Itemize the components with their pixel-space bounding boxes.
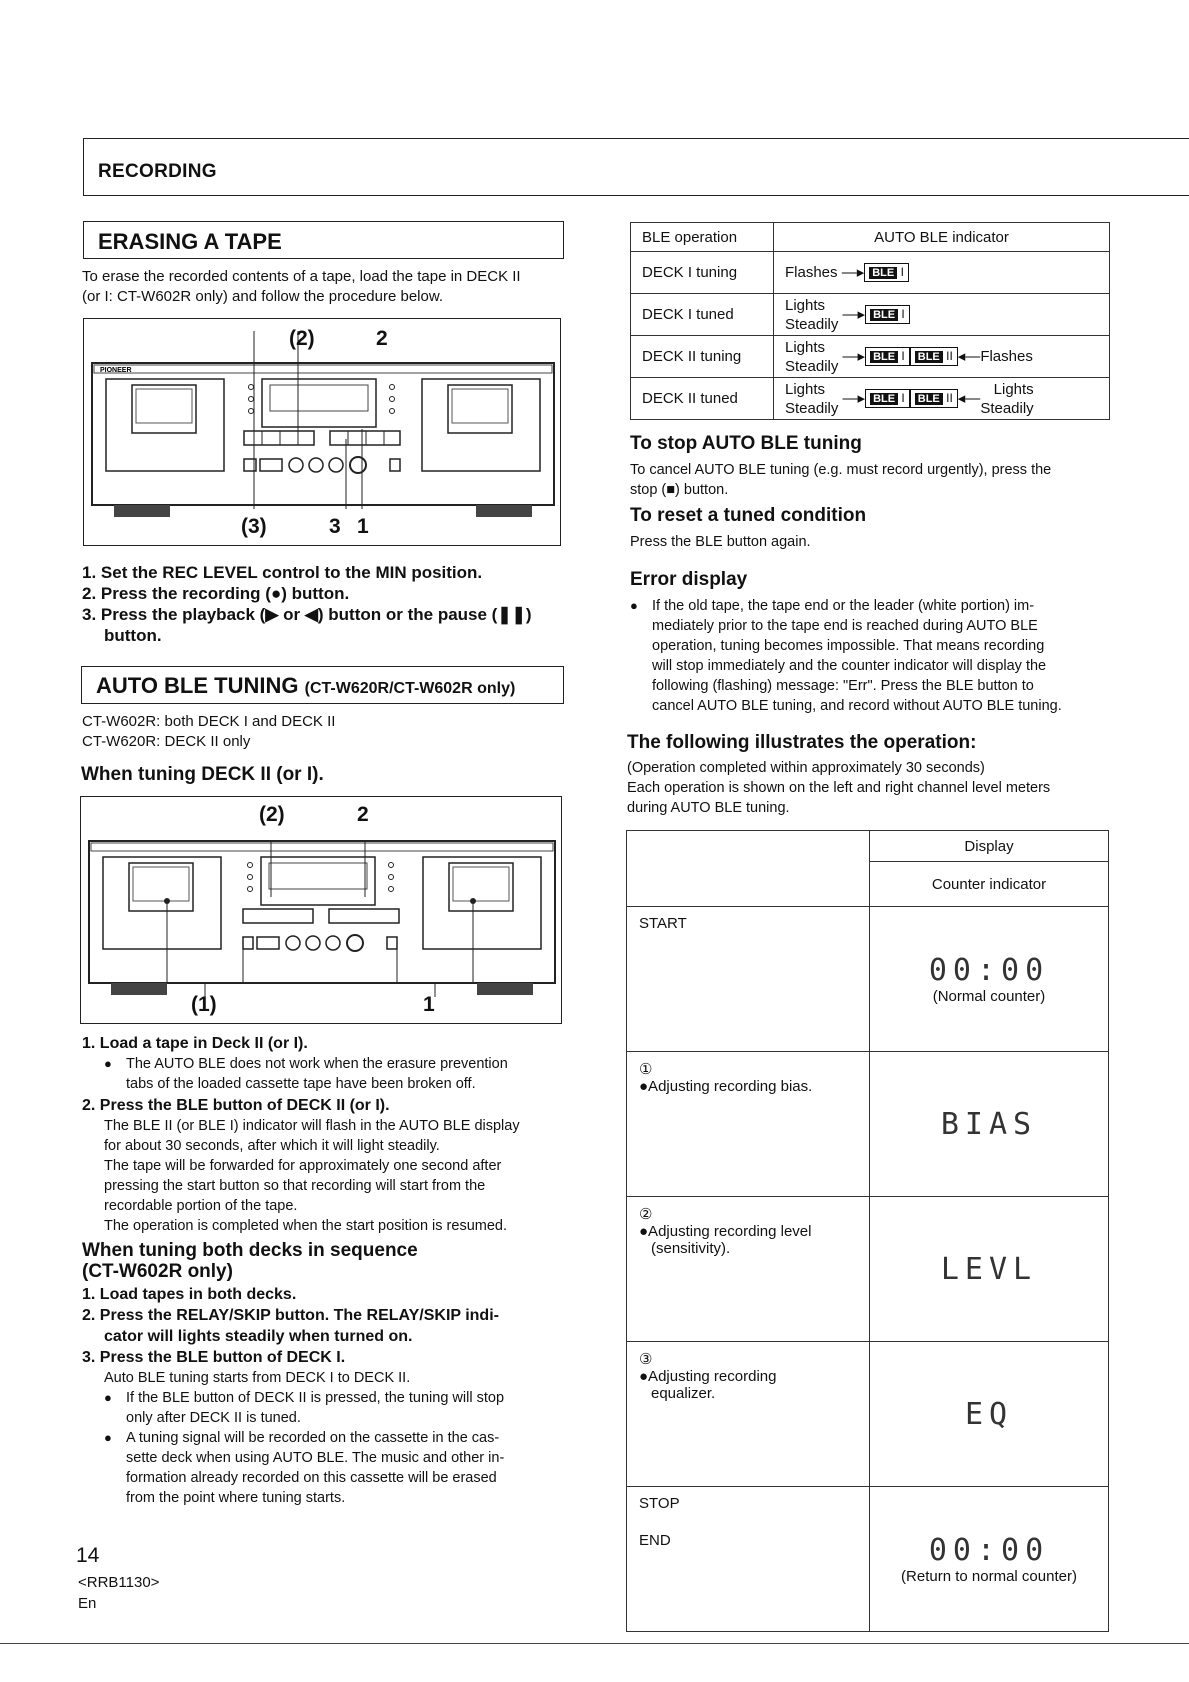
operation-text: (Operation completed within approximately 30 seconds) Each operation is shown on the left and right channel level meters during AUTO BLE tuning.	[627, 760, 1051, 816]
cassette-deck-illustration	[84, 319, 562, 547]
auto-ble-heading-box	[81, 666, 564, 704]
auto-ble-heading: AUTO BLE TUNING (CT-W620R/CT-W602R only)	[96, 673, 516, 698]
callout-2-paren: (2)	[289, 327, 315, 350]
ble-i-indicator: BLE I	[865, 305, 910, 324]
tuning-deck-subheading: When tuning DECK II (or I).	[81, 764, 324, 785]
counter-display: 00:00	[928, 953, 1050, 988]
ble-indicator-table	[630, 222, 1110, 420]
stop-heading: To stop AUTO BLE tuning	[630, 433, 862, 454]
page-bottom-rule	[0, 1643, 1189, 1644]
table-header: Counter indicator	[870, 862, 1109, 907]
ble-steps: 1. Load a tape in Deck II (or I). ● The AUTO BLE does not work when the erasure prevention tabs of the loaded cassette tape have been broken off. 2. Press the BLE button of DECK II (or I). The BLE II (or BLE I) indicator will flash in the AUTO BLE display for about 30 seconds, after which it will light steadily. The tape will be forwarded for approximately one second after pressing the start button so that recording will start from the recordable portion of the tape. The operation is completed when the start position is resumed. When tuning both decks in sequence (CT-W602R only) 1. Load tapes in both decks. 2. Press the RELAY/SKIP button. The RELAY/SKIP indi- cator will lights steadily when turned on. 3. Press the BLE button of DECK I. Auto BLE tuning starts from DECK I to DECK II. ● If the BLE button of DECK II is pressed, the tuning will stop only after DECK II is tuned. ● A tuning signal will be recorded on the cassette in the cas- sette deck when using AUTO BLE. The music and other in- formation already recorded on this cassette will be erased from the point where tuning starts.	[82, 1033, 574, 1508]
table-row: DECK II tuning Lights Steadily —▸ BLE I BLE II ◂—Flashes	[631, 336, 1110, 378]
reset-heading: To reset a tuned condition	[630, 505, 867, 526]
table-row: START 00:00 (Normal counter)	[627, 907, 1109, 1052]
ble-ii-indicator: BLE II	[910, 389, 958, 408]
callout-2: 2	[357, 803, 369, 826]
language-code: En	[78, 1595, 97, 1612]
callout-3-paren: (3)	[241, 515, 267, 538]
table-row: DECK I tuning Flashes —▸ BLE I	[631, 252, 1110, 294]
stop-text: To cancel AUTO BLE tuning (e.g. must record urgently), press the stop (■) button.	[630, 462, 1052, 498]
table-row: ① ●Adjusting recording bias. BIAS	[627, 1052, 1109, 1197]
both-decks-heading: When tuning both decks in sequence (CT-W602R only)	[82, 1240, 418, 1282]
erasing-steps: 1. Set the REC LEVEL control to the MIN position. 2. Press the recording (●) button. 3. Press the playback (▶ or ◀) button or the pause (❚❚) button.	[82, 563, 532, 645]
error-text: ● If the old tape, the tape end or the leader (white portion) im- mediately prior to the tape end is reached during AUTO BLE operation, tuning becomes impossible. That means recording will stop immediately and the counter indicator will display the following (flashing) message: "Err". Press the BLE button to cancel AUTO BLE tuning, and record without AUTO BLE tuning.	[630, 596, 1134, 716]
callout-2-paren: (2)	[259, 803, 285, 826]
callout-1: 1	[423, 993, 435, 1016]
cassette-deck-illustration-2	[81, 797, 563, 1025]
callout-2: 2	[376, 327, 388, 350]
table-row: DECK II tuned Lights Steadily —▸ BLE I BLE II ◂—Lights Steadily	[631, 378, 1110, 420]
model-notes: CT-W602R: both DECK I and DECK II CT-W620R: DECK II only	[82, 713, 336, 750]
callout-1: 1	[357, 515, 369, 538]
erasing-heading: ERASING A TAPE	[98, 229, 282, 254]
section-header	[83, 138, 1189, 196]
callout-3: 3	[329, 515, 341, 538]
counter-display: BIAS	[940, 1106, 1038, 1142]
table-row: ③ ●Adjusting recording equalizer. EQ	[627, 1342, 1109, 1487]
ble-i-indicator: BLE I	[865, 347, 910, 366]
table-row: ② ●Adjusting recording level (sensitivity). LEVL	[627, 1197, 1109, 1342]
table-header: BLE operation	[631, 223, 774, 252]
operation-sequence-table	[626, 830, 1109, 1632]
ble-ii-indicator: BLE II	[910, 347, 958, 366]
table-header: AUTO BLE indicator	[774, 223, 1110, 252]
counter-display: LEVL	[940, 1251, 1038, 1287]
table-row: DECK I tuned Lights Steadily —▸ BLE I	[631, 294, 1110, 336]
operation-heading: The following illustrates the operation:	[627, 732, 977, 753]
counter-display: 00:00	[928, 1533, 1050, 1568]
page-number: 14	[76, 1544, 100, 1567]
ble-i-indicator: BLE I	[864, 263, 909, 282]
erasing-intro: To erase the recorded contents of a tape, load the tape in DECK II (or I: CT-W602R only) and follow the procedure below.	[82, 268, 521, 305]
reset-text: Press the BLE button again.	[630, 534, 811, 550]
section-title: RECORDING	[98, 161, 217, 182]
brand-logo: PIONEER	[100, 367, 132, 374]
error-heading: Error display	[630, 569, 748, 590]
ble-i-indicator: BLE I	[865, 389, 910, 408]
table-row: STOP END 00:00 (Return to normal counter)	[627, 1487, 1109, 1632]
table-header: Display	[870, 831, 1109, 862]
counter-display: EQ	[964, 1396, 1014, 1432]
deck-figure-erase	[83, 318, 561, 546]
document-code: <RRB1130>	[78, 1574, 160, 1591]
callout-1-paren: (1)	[191, 993, 217, 1016]
deck-figure-ble	[80, 796, 562, 1024]
erasing-heading-box	[83, 221, 564, 259]
